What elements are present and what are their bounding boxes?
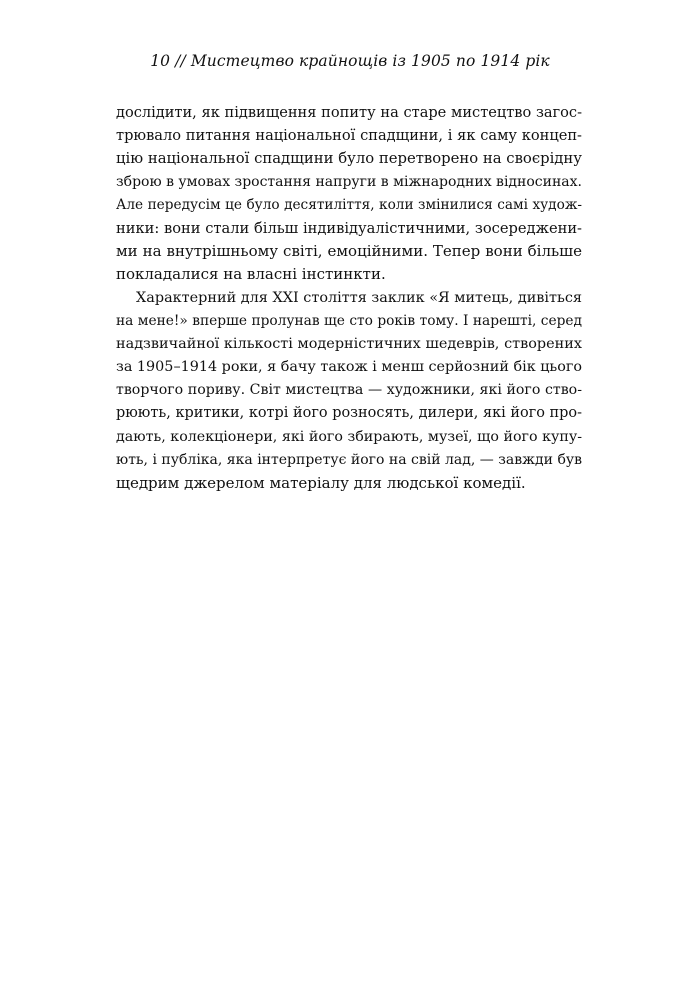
text-line: зброю в умовах зростання напруги в міжнародних відносинах. [116,173,582,190]
text-line: надзвичайної кількості модерністичних шедеврів, створених [116,335,582,352]
text-line: за 1905–1914 роки, я бачу також і менш серйозний бік цього [116,359,583,376]
text-line: ми на внутрішньому світі, емоційними. Тепер вони більше [116,242,582,261]
text-line: покладалися на власні інстинкти. [116,265,386,284]
text-line: цію національної спадщини було перетворено на своєрідну [116,150,582,168]
text-line: ники: вони стали більш індивідуалістичними, зосереджени- [116,219,582,237]
text-line: на мене!» вперше пролунав ще сто років тому. І нарешті, серед [116,312,582,329]
text-line: Але передусім це було десятиліття, коли змінилися самі худож- [116,196,582,213]
text-line: рюють, критики, котрі його розносять, дилери, які його про- [116,405,582,422]
body-text [116,101,582,495]
text-line: ють, і публіка, яка інтерпретує його на свій лад, — завжди був [116,451,582,468]
text-line: трювало питання національної спадщини, і як саму концеп- [116,127,582,145]
paragraph-1 [116,101,582,287]
paragraph-2 [116,287,582,496]
running-head: 10 // Мистецтво крайнощів із 1905 по 1914 рік [150,52,550,70]
text-line: творчого пориву. Світ мистецтва — художники, які його ство- [116,382,582,399]
text-line: дослідити, як підвищення попиту на старе мистецтво загос- [116,104,582,121]
text-line: дають, колекціонери, які його збирають, музеї, що його купу- [116,428,582,445]
text-line: Характерний для XXI століття заклик «Я митець, дивіться [136,289,582,306]
text-line: щедрим джерелом матеріалу для людської комедії. [116,474,526,492]
